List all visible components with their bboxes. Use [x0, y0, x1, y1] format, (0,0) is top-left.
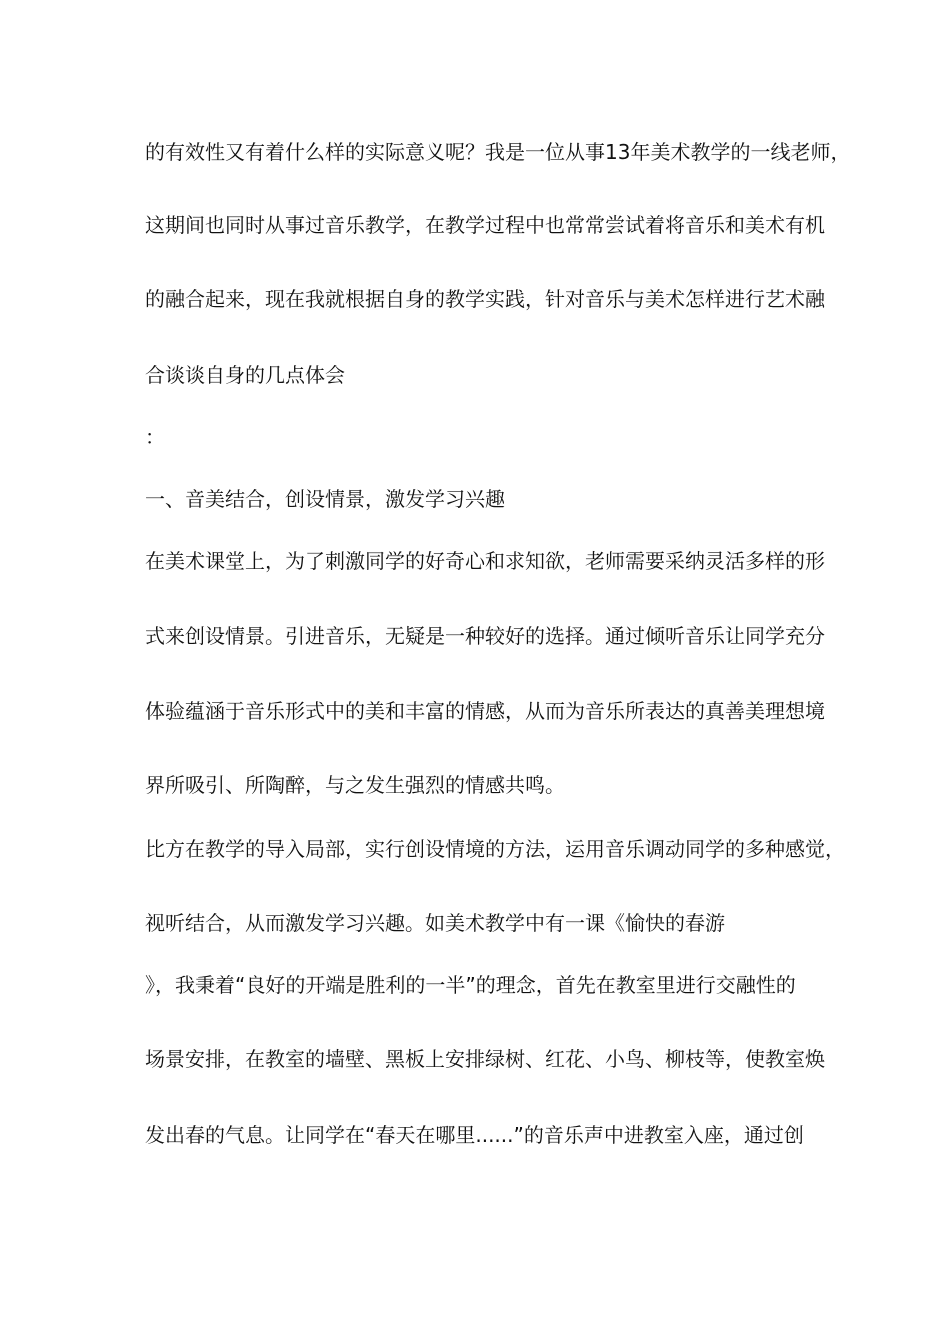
text-line: 发出春的气息。让同学在“春天在哪里......”的音乐声中进教室入座，通过创 [145, 1123, 804, 1147]
text-line: ： [145, 425, 165, 449]
text-line: 的融合起来，现在我就根据自身的教学实践，针对音乐与美术怎样进行艺术融 [145, 287, 825, 311]
text-line: 式来创设情景。引进音乐，无疑是一种较好的选择。通过倾听音乐让同学充分 [145, 624, 825, 648]
section-heading: 一、音美结合，创设情景，激发学习兴趣 [145, 487, 505, 511]
text-line: 合谈谈自身的几点体会 [145, 363, 345, 387]
text-line: 界所吸引、所陶醉，与之发生强烈的情感共鸣。 [145, 773, 565, 797]
text-line: 比方在教学的导入局部，实行创设情境的方法，运用音乐调动同学的多种感觉， [145, 837, 845, 861]
text-line: 在美术课堂上，为了刺激同学的好奇心和求知欲，老师需要采纳灵活多样的形 [145, 549, 825, 573]
text-line: 体验蕴涵于音乐形式中的美和丰富的情感，从而为音乐所表达的真善美理想境 [145, 699, 825, 723]
text-line: 的有效性又有着什么样的实际意义呢？我是一位从事13年美术教学的一线老师， [145, 140, 851, 164]
text-line: 场景安排，在教室的墙壁、黑板上安排绿树、红花、小鸟、柳枝等，使教室焕 [145, 1047, 825, 1071]
text-line: 》，我秉着“良好的开端是胜利的一半”的理念，首先在教室里进行交融性的 [145, 973, 796, 997]
text-line: 视听结合，从而激发学习兴趣。如美术教学中有一课《愉快的春游 [145, 911, 725, 935]
text-line: 这期间也同时从事过音乐教学，在教学过程中也常常尝试着将音乐和美术有机 [145, 213, 825, 237]
